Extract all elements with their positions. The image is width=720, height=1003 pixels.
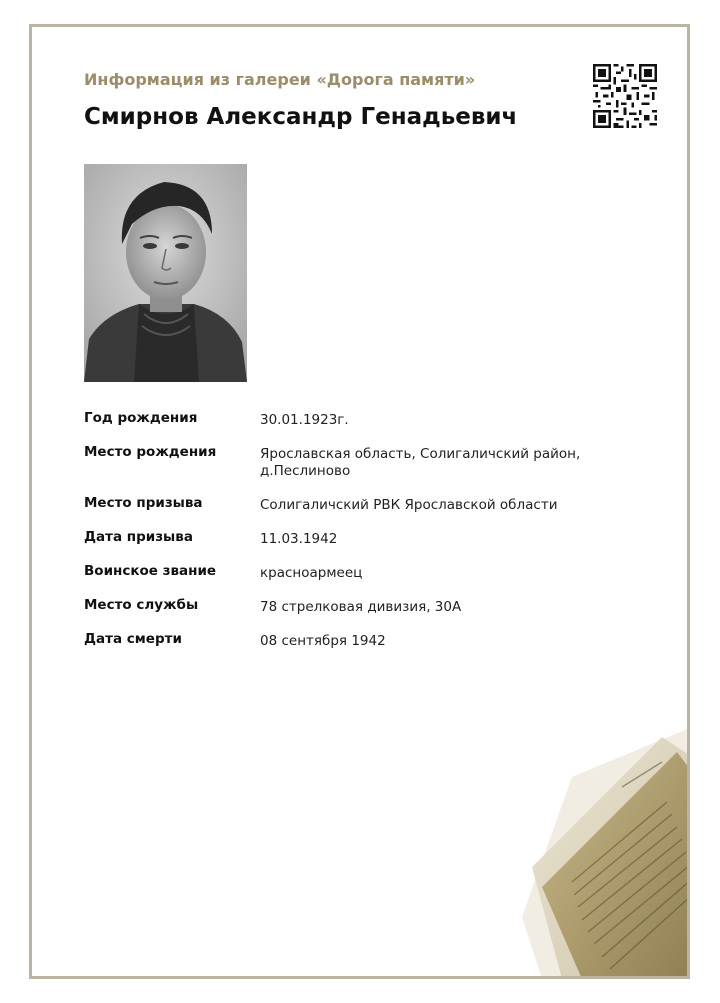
field-conscription-place [84, 495, 604, 529]
archive-documents-decoration [502, 717, 690, 979]
field-label: Год рождения [84, 410, 198, 426]
portrait-photo [84, 164, 247, 382]
field-conscription-date [84, 529, 604, 563]
field-value: 11.03.1942 [260, 531, 338, 547]
field-death-date [84, 631, 604, 665]
person-name: Смирнов Александр Генадьевич [84, 104, 518, 130]
field-value: красноармеец [260, 565, 363, 581]
gallery-subtitle: Информация из галереи «Дорога памяти» [84, 70, 476, 89]
field-birth-place [84, 444, 604, 495]
field-value: 30.01.1923г. [260, 412, 349, 428]
field-label: Дата смерти [84, 631, 182, 647]
info-table [84, 410, 604, 665]
qr-code-icon [593, 64, 657, 128]
field-value: 08 сентября 1942 [260, 633, 386, 649]
field-service-place [84, 597, 604, 631]
document-frame [29, 24, 690, 979]
field-label: Воинское звание [84, 563, 217, 579]
field-military-rank [84, 563, 604, 597]
field-label: Дата призыва [84, 529, 193, 545]
field-value: Солигаличский РВК Ярославской области [260, 497, 558, 513]
field-value: 78 стрелковая дивизия, 30А [260, 599, 462, 615]
field-value: Ярославская область, Солигаличский район, д.Песлиново [260, 446, 581, 479]
field-label: Место призыва [84, 495, 203, 511]
field-label: Место службы [84, 597, 199, 613]
field-birth-year [84, 410, 604, 444]
field-label: Место рождения [84, 444, 217, 460]
